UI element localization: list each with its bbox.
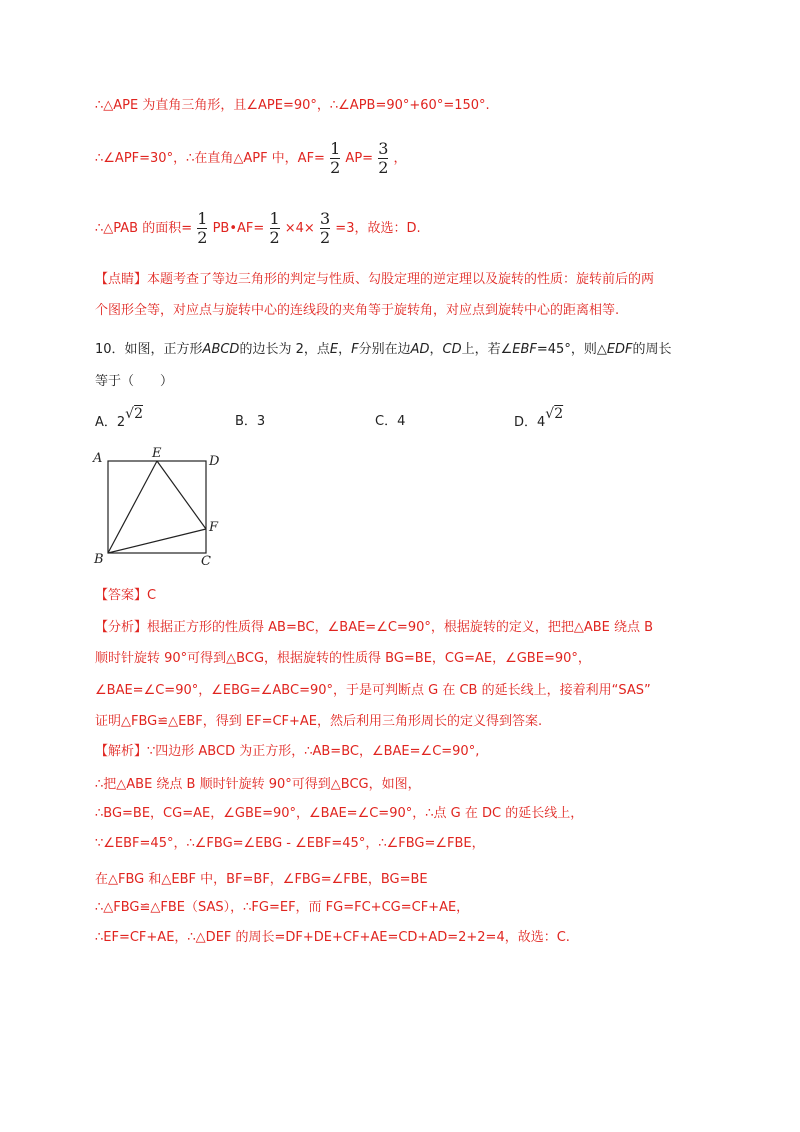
solution-line-3: ∴BG=BE，CG=AE，∠GBE=90°，∠BAE=∠C=90°，∴点 G 在 DC 的延长线上， (95, 806, 584, 821)
analysis-line-4: 证明△FBG≌△EBF，得到 EF=CF+AE，然后利用三角形周长的定义得到答案. (95, 714, 543, 729)
square-abcd (108, 461, 206, 553)
option-c[interactable]: C．4 (375, 414, 406, 429)
analysis-line-1: 【分析】根据正方形的性质得 AB=BC，∠BAE=∠C=90°，根据旋转的定义，把把△ABE 绕点 B (95, 620, 654, 635)
comment-tag: 【点睛】 (95, 272, 148, 287)
label-a: A (93, 451, 103, 466)
square-figure (90, 445, 230, 570)
answer-line (95, 586, 156, 606)
label-f: F (209, 520, 219, 535)
segment-ef (157, 461, 206, 529)
fraction-three-halves: $\frac{3}{2}$ (319, 209, 331, 247)
label-d: D (209, 454, 220, 469)
segment-bf (108, 529, 206, 553)
solution-line-2: ∴把△ABE 绕点 B 顺时针旋转 90°可得到△BCG，如图， (95, 777, 421, 792)
analysis-line-3: ∠BAE=∠C=90°，∠EBG=∠ABC=90°，于是可判断点 G 在 CB 的延长线上，接着利用“SAS” (95, 683, 651, 698)
answer-tag: 【答案】 (95, 588, 148, 603)
label-c: C (201, 554, 211, 569)
question-line-2: 等于（ ） (95, 374, 174, 389)
answer-value: C (147, 588, 157, 603)
solution-line-4: ∵∠EBF=45°，∴∠FBG=∠EBG - ∠EBF=45°，∴∠FBG=∠FBE， (95, 836, 485, 851)
option-d[interactable]: D．4√2 (514, 406, 564, 430)
comment-line-2: 个图形全等，对应点与旋转中心的连线段的夹角等于旋转角，对应点到旋转中心的距离相等. (95, 303, 620, 318)
prev-line-3: ∴△PAB 的面积= $\frac{1}{2}$ PB•AF= $\frac{1}{2}$ ×4× $\frac{3}{2}$ =3，故选：D. (95, 209, 421, 247)
solution-line-5: 在△FBG 和△EBF 中，BF=BF，∠FBG=∠FBE，BG=BE (95, 872, 428, 887)
analysis-line-2: 顺时针旋转 90°可得到△BCG，根据旋转的性质得 BG=BE，CG=AE，∠GBE=90°， (95, 651, 591, 666)
solution-line-7: ∴EF=CF+AE，∴△DEF 的周长=DF+DE+CF+AE=CD+AD=2+2=4，故选：C. (95, 930, 570, 945)
fraction-three-halves: $\frac{3}{2}$ (378, 139, 389, 177)
prev-line-1: ∴△APE 为直角三角形，且∠APE=90°，∴∠APB=90°+60°=150°. (95, 98, 490, 113)
fraction-one-half: $\frac{1}{2}$ (330, 139, 341, 177)
label-e: E (152, 446, 162, 461)
comment-line-1: 【点睛】本题考查了等边三角形的判定与性质、勾股定理的逆定理以及旋转的性质：旋转前后的两 (95, 272, 655, 287)
solution-line-1: 【解析】∵四边形 ABCD 为正方形，∴AB=BC，∠BAE=∠C=90°, (95, 744, 480, 759)
segment-be (108, 461, 157, 553)
fraction-one-half: $\frac{1}{2}$ (197, 209, 208, 247)
prev-line-2: ∴∠APF=30°，∴在直角△APF 中，AF= $\frac{1}{2}$ AP= $\frac{3}{2}$ ， (95, 139, 407, 177)
solution-line-6: ∴△FBG≌△FBE（SAS），∴FG=EF，而 FG=FC+CG=CF+AE， (95, 900, 470, 915)
analysis-tag: 【分析】 (95, 620, 148, 635)
label-b: B (94, 552, 104, 567)
question-line-1: 10．如图，正方形ABCD的边长为 2，点E，F分别在边AD，CD上，若∠EBF=45°，则△EDF的周长 (95, 342, 672, 357)
fraction-one-half: $\frac{1}{2}$ (269, 209, 280, 247)
sqrt-symbol: √2 (125, 406, 144, 422)
option-a[interactable]: A．2√2 (95, 406, 144, 430)
option-b[interactable]: B．3 (235, 414, 266, 429)
sqrt-symbol: √2 (545, 406, 564, 422)
solution-tag: 【解析】 (95, 744, 148, 759)
